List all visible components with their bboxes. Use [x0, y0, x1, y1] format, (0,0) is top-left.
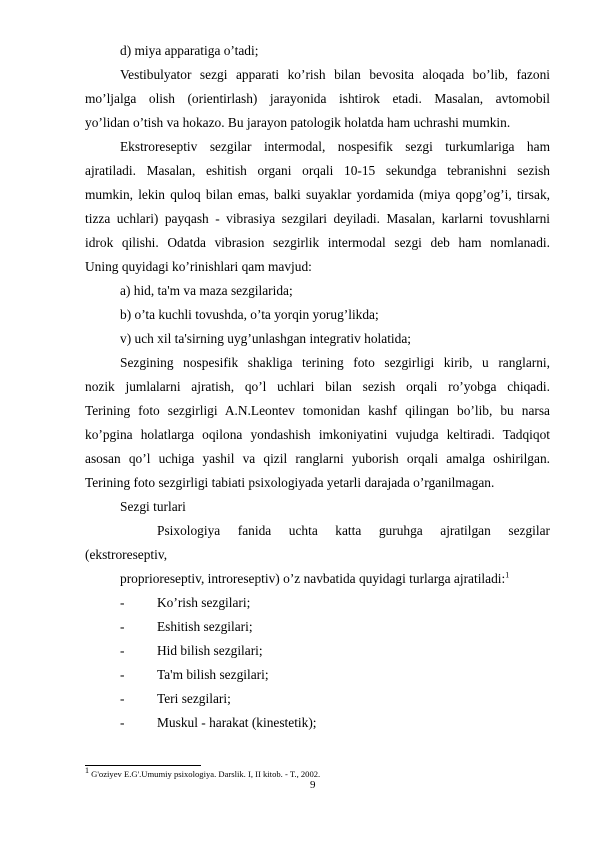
list-bullet: - — [120, 595, 125, 610]
list-item: Muskul - harakat (kinestetik); — [157, 715, 317, 730]
text-line: ko’pgina holatlarga oqilona yondashish imkoniyatini vujudga keltiradi. Tadqiqot — [85, 427, 550, 442]
list-bullet: - — [120, 667, 125, 682]
text-line: idrok qilishi. Odatda vibrasion sezgirlik intermodal sezgi deb ham nomlanadi. — [85, 235, 550, 250]
text-line: d) miya apparatiga o’tadi; — [120, 43, 259, 58]
text-line: asosan qo’l uchiga yashil va qizil ranglarni yuborish orqali amalga oshirilgan. — [85, 451, 550, 466]
text-line-content: proprioreseptiv, introreseptiv) o’z navbatida quyidagi turlarga ajratiladi: — [120, 571, 506, 586]
text-line: mo’ljalga olish (orientirlash) jarayonida ishtirok etadi. Masalan, avtomobil — [85, 91, 550, 106]
text-line: Psixologiya fanida uchta katta guruhga ajratilgan sezgilar — [157, 523, 550, 538]
text-line: yo’lidan o’tish va hokazo. Bu jarayon patologik holatda ham uchrashi mumkin. — [85, 115, 511, 130]
list-bullet: - — [120, 715, 125, 730]
text-line: tizza uchlari) payqash - vibrasiya sezgilari deyiladi. Masalan, karlarni tovushlarni — [85, 211, 550, 226]
list-item: Ta'm bilish sezgilari; — [157, 667, 269, 682]
list-item: Eshitish sezgilari; — [157, 619, 253, 634]
text-line: Vestibulyator sezgi apparati ko’rish bilan bevosita aloqada bo’lib, fazoni — [120, 67, 550, 82]
list-bullet: - — [120, 691, 125, 706]
list-bullet: - — [120, 619, 125, 634]
footnote-text: G'oziyev E.G'.Umumiy psixologiya. Darslik. I, II kitob. - T., 2002. — [91, 769, 321, 779]
list-bullet: - — [120, 643, 125, 658]
text-line: Terining foto sezgirligi A.N.Leontev tomonidan kashf qilingan bo’lib, bu narsa — [85, 403, 550, 418]
text-line: (ekstroreseptiv, — [85, 547, 168, 562]
text-line: ajratiladi. Masalan, eshitish organi orqali 10-15 sekundga tebranishni sezish — [85, 163, 550, 178]
text-line: b) o’ta kuchli tovushda, o’ta yorqin yorug’likda; — [120, 307, 379, 322]
list-item: Teri sezgilari; — [157, 691, 231, 706]
footnote-reference: 1 — [505, 570, 510, 580]
footnote — [85, 766, 321, 779]
text-line: mumkin, lekin quloq bilan emas, balki suyaklar yordamida (miya qopg’og’i, tirsak, — [85, 187, 550, 202]
text-line: v) uch xil ta'sirning uyg’unlashgan integrativ holatida; — [120, 331, 411, 346]
text-line: Terining foto sezgirligi tabiati psixologiyada yetarli darajada o’rganilmagan. — [85, 475, 495, 490]
text-line — [120, 571, 509, 587]
list-item: Hid bilish sezgilari; — [157, 643, 263, 658]
section-heading: Sezgi turlari — [120, 499, 186, 514]
page-number: 9 — [310, 779, 316, 791]
footnote-marker: 1 — [85, 766, 89, 776]
footnote-divider — [85, 765, 201, 766]
list-item: Ko’rish sezgilari; — [157, 595, 251, 610]
text-line: Sezgining nospesifik shakliga terining foto sezgirligi kirib, u ranglarni, — [120, 355, 550, 370]
text-line: Ekstroreseptiv sezgilar intermodal, nospesifik sezgi turkumlariga ham — [120, 139, 550, 154]
text-line: nozik jumlalarni ajratish, qo’l uchlari bilan sezish orqali ro’yobga chiqadi. — [85, 379, 550, 394]
text-line: a) hid, ta'm va maza sezgilarida; — [120, 283, 293, 298]
text-line: Uning quyidagi ko’rinishlari qam mavjud: — [85, 259, 312, 274]
